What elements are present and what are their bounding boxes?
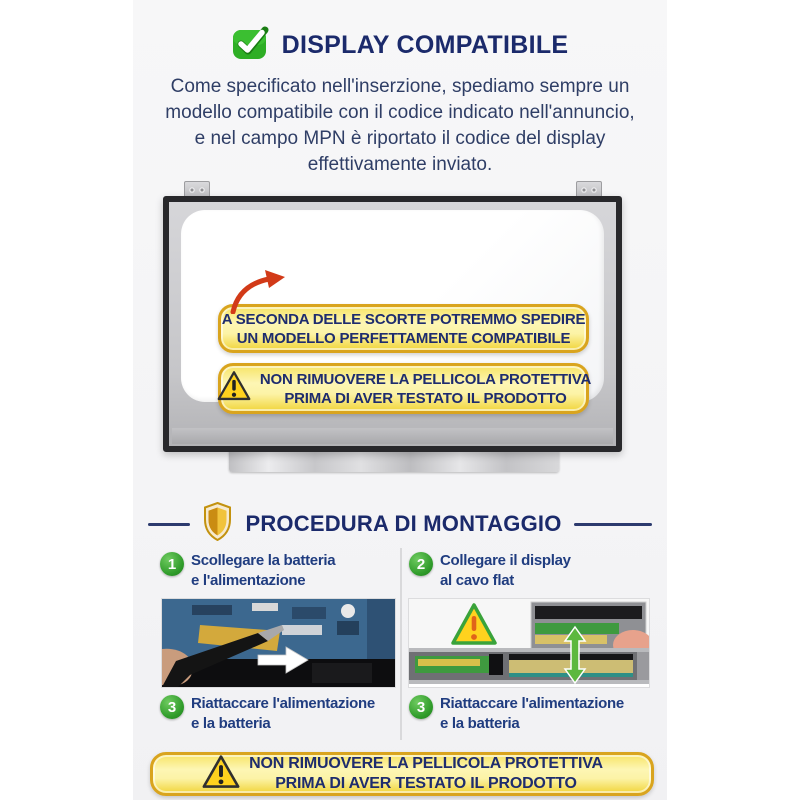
content-strip <box>133 0 667 800</box>
step-3-left-text: Riattaccare l'alimentazione e la batteria <box>191 695 375 732</box>
header-rule-left <box>148 523 190 526</box>
step-3-right-text: Riattaccare l'alimentazione e la batteria <box>440 695 624 732</box>
stock-warning-text: A SECONDA DELLE SCORTE POTREMMO SPEDIRE UN MODELLO PERFETTAMENTE COMPATIBILE <box>221 310 586 347</box>
battery-disconnect-photo <box>162 599 395 687</box>
step-3-left-badge: 3 <box>160 695 184 719</box>
step-2-badge: 2 <box>409 552 433 576</box>
intro-paragraph <box>133 74 667 178</box>
panel-board-strip <box>172 428 613 444</box>
film-warning-text: NON RIMUOVERE LA PELLICOLA PROTETTIVA PRIMA DI AVER TESTATO IL PRODOTTO <box>259 370 592 407</box>
header-rule-right <box>574 523 652 526</box>
intro-line: modello compatibile con il codice indicato nell'annuncio, <box>165 102 635 123</box>
page-title: DISPLAY COMPATIBILE <box>281 31 569 59</box>
step-3-right <box>409 694 649 734</box>
check-badge-icon <box>232 26 269 65</box>
step-2-text: Collegare il display al cavo flat <box>440 552 571 589</box>
intro-line: Come specificato nell'inserzione, spediamo sempre un <box>170 76 630 97</box>
footer-warning-banner <box>150 752 654 796</box>
intro-line: effettivamente inviato. <box>307 154 493 175</box>
column-divider <box>400 548 402 740</box>
step-2 <box>409 551 649 591</box>
film-warning-banner <box>218 363 592 414</box>
step-3-right-badge: 3 <box>409 695 433 719</box>
assembly-section-header <box>133 503 667 545</box>
assembly-section-title: PROCEDURA DI MONTAGGIO <box>245 511 562 536</box>
header <box>133 26 667 65</box>
step-1 <box>160 551 395 591</box>
step-3-left <box>160 694 395 734</box>
warning-triangle-icon <box>201 754 241 795</box>
footer-warning-text: NON RIMUOVERE LA PELLICOLA PROTETTIVA PRIMA DI AVER TESTATO IL PRODOTTO <box>249 755 603 792</box>
red-curved-arrow-icon <box>225 270 287 319</box>
display-connector-photo <box>409 599 649 687</box>
step-1-badge: 1 <box>160 552 184 576</box>
intro-line: e nel campo MPN è riportato il codice del display <box>194 128 606 149</box>
step-1-text: Scollegare la batteria e l'alimentazione <box>191 552 336 589</box>
warning-triangle-icon <box>216 370 252 407</box>
shield-icon <box>202 502 233 546</box>
